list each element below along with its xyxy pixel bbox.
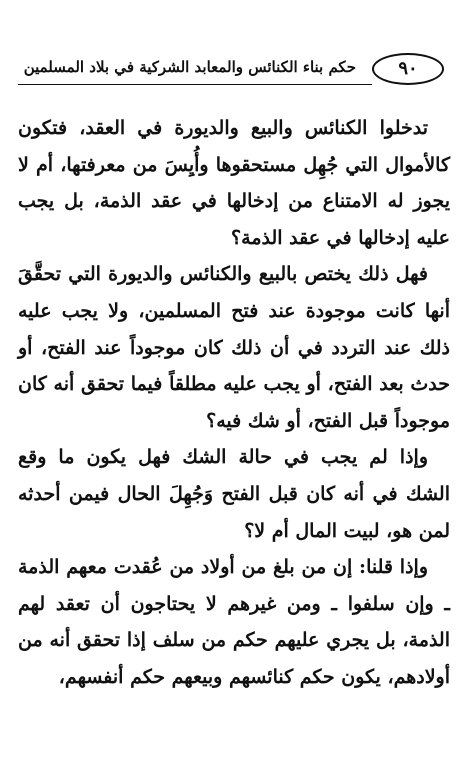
page-number-badge: ٩٠: [372, 53, 444, 85]
paragraph-2: فهل ذلك يختص بالبيع والكنائس والديورة التي تحقَّقَ أنها كانت موجودة عند فتح المسلمين، ولا يجب عليه ذلك عند التردد في أن ذلك كان موجوداً عند الفتح، أو حدث بعد الفتح، أو يجب عليه مطلقاً فيما تحقق أنه كان موجوداً قبل الفتح، أو شك فيه؟: [18, 263, 450, 432]
paragraph-1: تدخلوا الكنائس والبيع والديورة في العقد، فتكون كالأموال التي جُهِل مستحقوها وأُيِسَ من معرفتها، أم لا يجوز له الامتناع من إدخالها في عقد الذمة، بل يجب عليه إدخالها في عقد الذمة؟: [18, 117, 450, 249]
running-title: حكم بناء الكنائس والمعابد الشركية في بلاد المسلمين: [23, 58, 356, 76]
header-rule: [18, 84, 372, 85]
page-header: [18, 48, 450, 92]
paragraph-4: وإذا قلنا: إن من بلغ من أولاد من عُقدت معهم الذمة ـ وإن سلفوا ـ ومن غيرهم لا يحتاجون أن تعقد لهم الذمة، بل يجري عليهم حكم من سلف إذا تحقق أنه من أولادهم، يكون حكم كنائسهم وبيعهم حكم أنفسهم،: [18, 556, 450, 688]
body-text: [18, 110, 450, 696]
paragraph-3: وإذا لم يجب في حالة الشك فهل يكون ما وقع الشك في أنه كان قبل الفتح وَجُهِلَ الحال فيمن أحدثه لمن هو، لبيت المال أم لا؟: [18, 446, 450, 542]
